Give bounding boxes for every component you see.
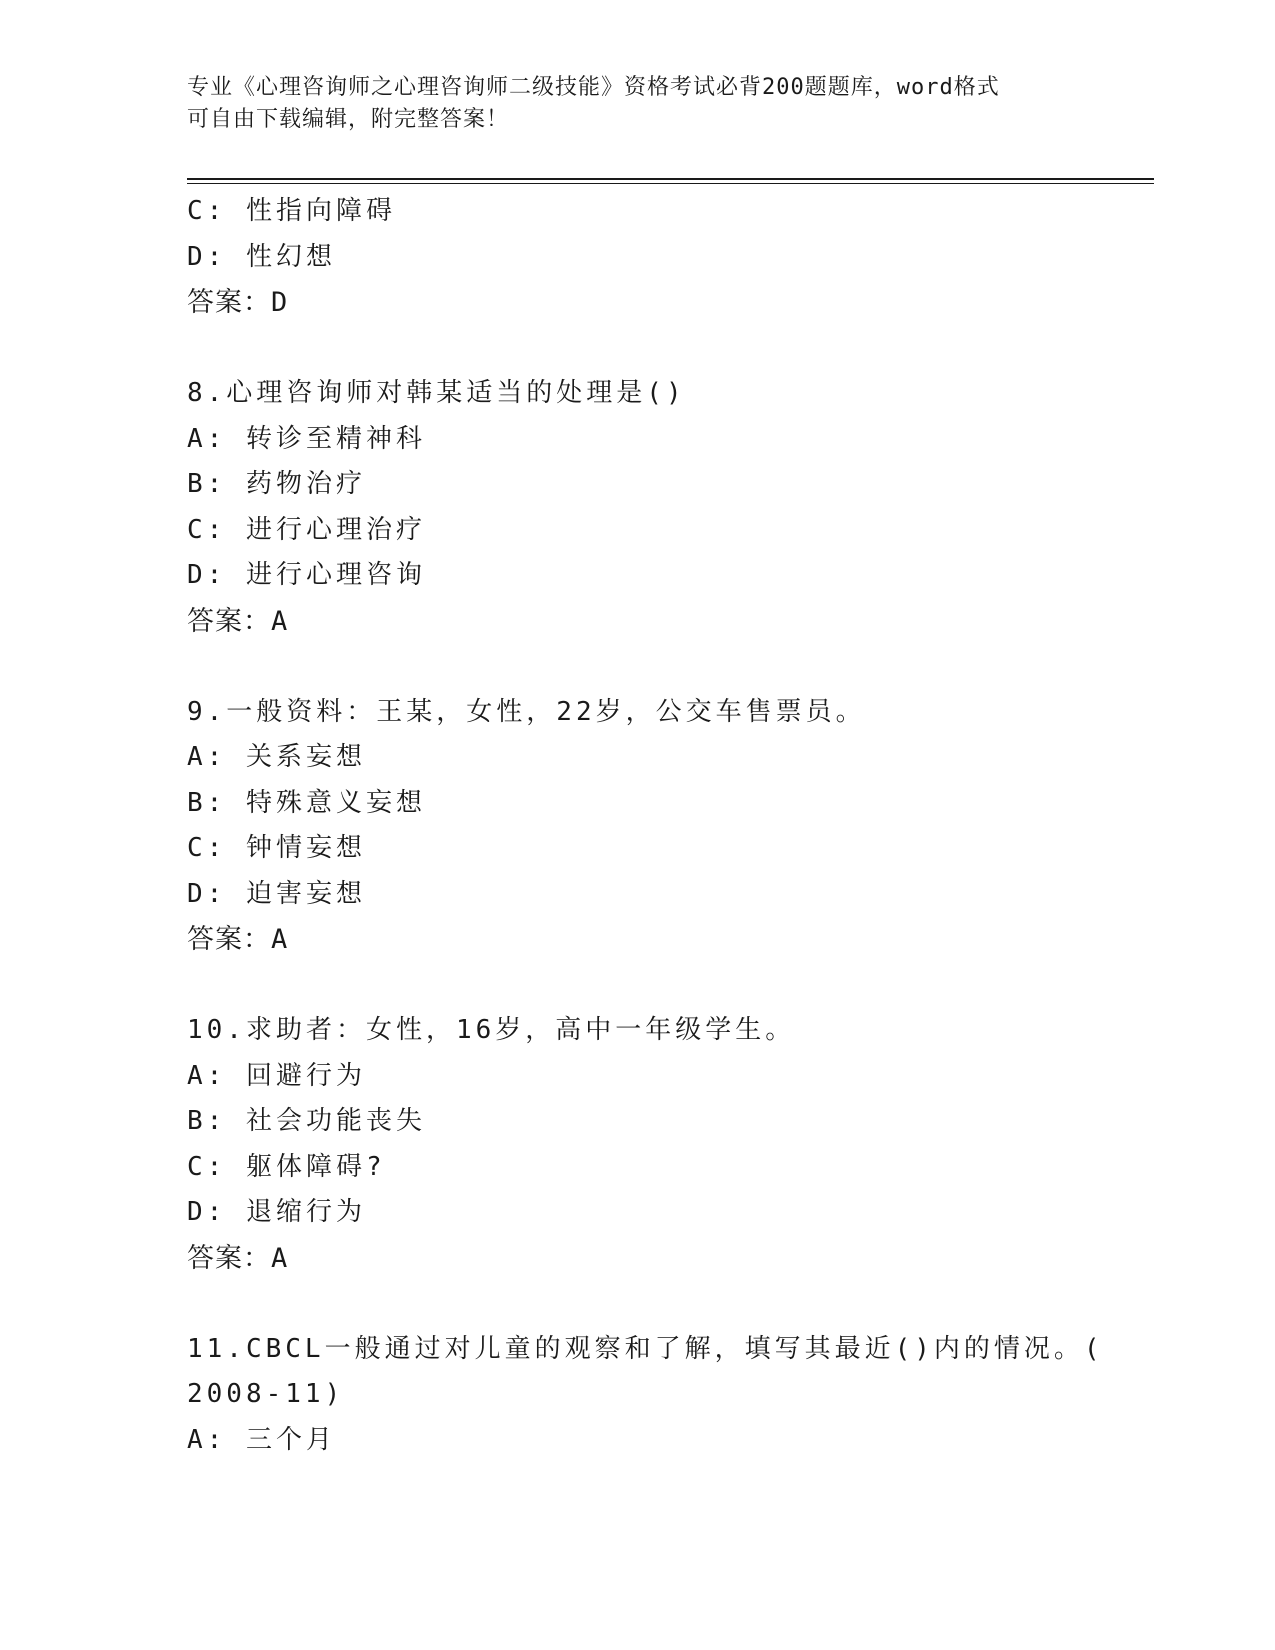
- question-11: [187, 1327, 1104, 1464]
- question-8-option-d: D: 进行心理咨询: [187, 560, 426, 590]
- question-7-option-c: C: 性指向障碍: [187, 196, 396, 226]
- question-list: [187, 189, 1104, 1463]
- question-7-fragment: [187, 189, 1057, 326]
- question-8-text: 8.心理咨询师对韩某适当的处理是(): [187, 378, 686, 408]
- question-10-text: 10.求助者：女性，16岁，高中一年级学生。: [187, 1015, 796, 1045]
- question-11-text-line-1: 11.CBCL一般通过对儿童的观察和了解，填写其最近()内的情况。(: [187, 1333, 1104, 1364]
- spacer: [187, 963, 1057, 1009]
- question-9-option-a: A: 关系妄想: [187, 742, 366, 772]
- question-9-text: 9.一般资料：王某，女性，22岁，公交车售票员。: [187, 696, 866, 727]
- question-10-option-a: A: 回避行为: [187, 1060, 366, 1091]
- question-9: [187, 690, 1057, 963]
- document-header: [187, 72, 1087, 136]
- header-line-2: 可自由下载编辑，附完整答案！: [187, 107, 510, 132]
- question-9-answer: 答案：A: [187, 924, 289, 955]
- question-8-option-c: C: 进行心理治疗: [187, 514, 426, 545]
- question-11-text-line-2: 2008-11): [187, 1379, 345, 1409]
- question-9-option-c: C: 钟情妄想: [187, 833, 366, 863]
- question-8-option-a: A: 转诊至精神科: [187, 423, 426, 454]
- spacer: [187, 1281, 1057, 1327]
- question-7-answer: 答案：D: [187, 287, 289, 318]
- header-divider: [187, 178, 1154, 184]
- question-8-answer: 答案：A: [187, 605, 289, 637]
- question-10-answer: 答案：A: [187, 1242, 289, 1274]
- question-10-option-d: D: 退缩行为: [187, 1197, 366, 1227]
- question-10-option-c: C: 躯体障碍?: [187, 1151, 386, 1182]
- question-11-option-a: A: 三个月: [187, 1424, 336, 1455]
- question-8-option-b: B: 药物治疗: [187, 469, 366, 499]
- spacer: [187, 326, 1057, 372]
- question-10-option-b: B: 社会功能丧失: [187, 1106, 426, 1136]
- question-10: [187, 1008, 1057, 1281]
- question-7-option-d: D: 性幻想: [187, 241, 336, 272]
- spacer: [187, 644, 1057, 690]
- header-line-1: 专业《心理咨询师之心理咨询师二级技能》资格考试必背200题题库，word格式: [187, 75, 1000, 100]
- question-9-option-d: D: 迫害妄想: [187, 878, 366, 909]
- question-9-option-b: B: 特殊意义妄想: [187, 787, 426, 818]
- question-8: [187, 371, 1057, 644]
